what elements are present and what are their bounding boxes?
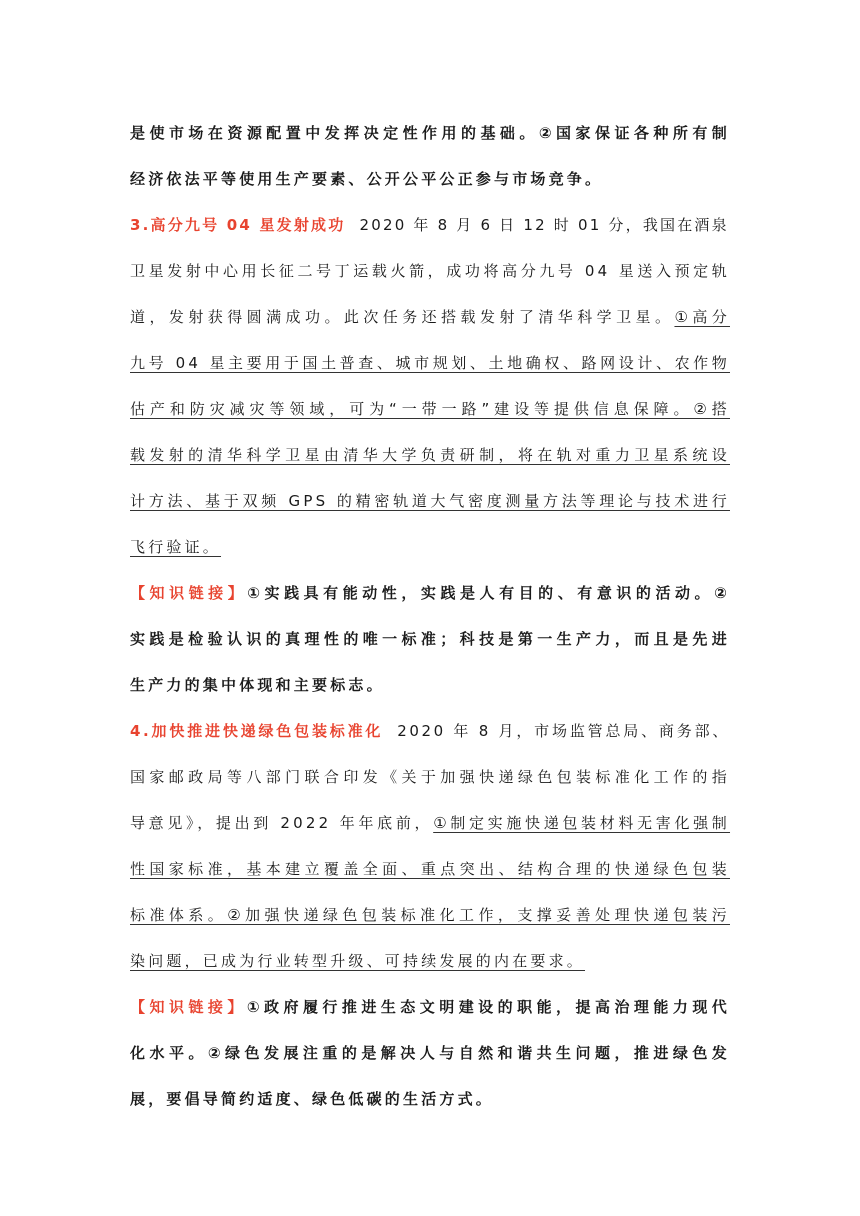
intro-line xyxy=(130,110,730,156)
item4-text: 国家邮政局等八部门联合印发《关于加强快递绿色包装标准化工作的指 xyxy=(130,768,730,786)
item3-line xyxy=(130,386,730,432)
link2-text: 化水平。②绿色发展注重的是解决人与自然和谐共生问题，推进绿色发 xyxy=(130,1044,730,1062)
item3-text: 卫星发射中心用长征二号丁运载火箭，成功将高分九号 04 星送入预定轨 xyxy=(130,262,730,280)
link1-text: ①实践具有能动性，实践是人有目的、有意识的活动。② xyxy=(247,584,730,602)
item3-underlined-text: ①高分 xyxy=(674,308,730,326)
item4-title: 4.加快推进快递绿色包装标准化 xyxy=(130,722,384,740)
item4-line xyxy=(130,892,730,938)
knowledge-link-tag: 【知识链接】 xyxy=(130,584,248,602)
link2-line xyxy=(130,984,730,1030)
item4-text: 导意见》，提出到 2022 年年底前， xyxy=(130,814,434,832)
item3-line xyxy=(130,524,730,570)
item3-line xyxy=(130,248,730,294)
item3-underlined-text: 估产和防灾减灾等领域，可为“一带一路”建设等提供信息保障。②搭 xyxy=(130,400,730,418)
item3-underlined-text: 载发射的清华科学卫星由清华大学负责研制，将在轨对重力卫星系统设 xyxy=(130,446,730,464)
item4-heading-line xyxy=(130,708,730,754)
item3-text: 道，发射获得圆满成功。此次任务还搭载发射了清华科学卫星。 xyxy=(130,308,675,326)
item4-underlined-text: 性国家标准，基本建立覆盖全面、重点突出、结构合理的快递绿色包装 xyxy=(130,860,730,878)
item3-line xyxy=(130,294,730,340)
item3-underlined-text: 计方法、基于双频 GPS 的精密轨道大气密度测量方法等理论与技术进行 xyxy=(130,492,730,510)
item4-underlined-text: 染问题，已成为行业转型升级、可持续发展的内在要求。 xyxy=(130,952,586,970)
item4-underlined-text: 标准体系。②加强快递绿色包装标准化工作，支撑妥善处理快递包装污 xyxy=(130,906,730,924)
link2-line xyxy=(130,1076,730,1122)
item4-line xyxy=(130,846,730,892)
intro-text: 经济依法平等使用生产要素、公开公平公正参与市场竞争。 xyxy=(130,170,604,188)
document-body xyxy=(130,110,730,1122)
link2-text: 展，要倡导简约适度、绿色低碳的生活方式。 xyxy=(130,1090,495,1108)
link2-line xyxy=(130,1030,730,1076)
item4-underlined-text: ①制定实施快递包装材料无害化强制 xyxy=(433,814,731,832)
item3-underlined-text: 九号 04 星主要用于国土普查、城市规划、土地确权、路网设计、农作物 xyxy=(130,354,730,372)
item4-line xyxy=(130,800,730,846)
item3-line xyxy=(130,478,730,524)
link2-text: ①政府履行推进生态文明建设的职能，提高治理能力现代 xyxy=(246,998,731,1016)
item4-text: 2020 年 8 月，市场监管总局、商务部、 xyxy=(397,722,730,740)
link1-text: 实践是检验认识的真理性的唯一标准；科技是第一生产力，而且是先进 xyxy=(130,630,730,648)
item3-line xyxy=(130,432,730,478)
item4-line xyxy=(130,754,730,800)
item3-heading-line xyxy=(130,202,730,248)
link1-text: 生产力的集中体现和主要标志。 xyxy=(130,676,385,694)
item4-line xyxy=(130,938,730,984)
link1-line xyxy=(130,616,730,662)
intro-line xyxy=(130,156,730,202)
link1-line xyxy=(130,570,730,616)
link1-line xyxy=(130,662,730,708)
intro-text: 是使市场在资源配置中发挥决定性作用的基础。②国家保证各种所有制 xyxy=(130,124,730,142)
item3-text: 2020 年 8 月 6 日 12 时 01 分，我国在酒泉 xyxy=(359,216,729,234)
knowledge-link-tag: 【知识链接】 xyxy=(130,998,247,1016)
item3-title: 3.高分九号 04 星发射成功 xyxy=(130,216,346,234)
item3-underlined-text: 飞行验证。 xyxy=(130,538,222,556)
item3-line xyxy=(130,340,730,386)
